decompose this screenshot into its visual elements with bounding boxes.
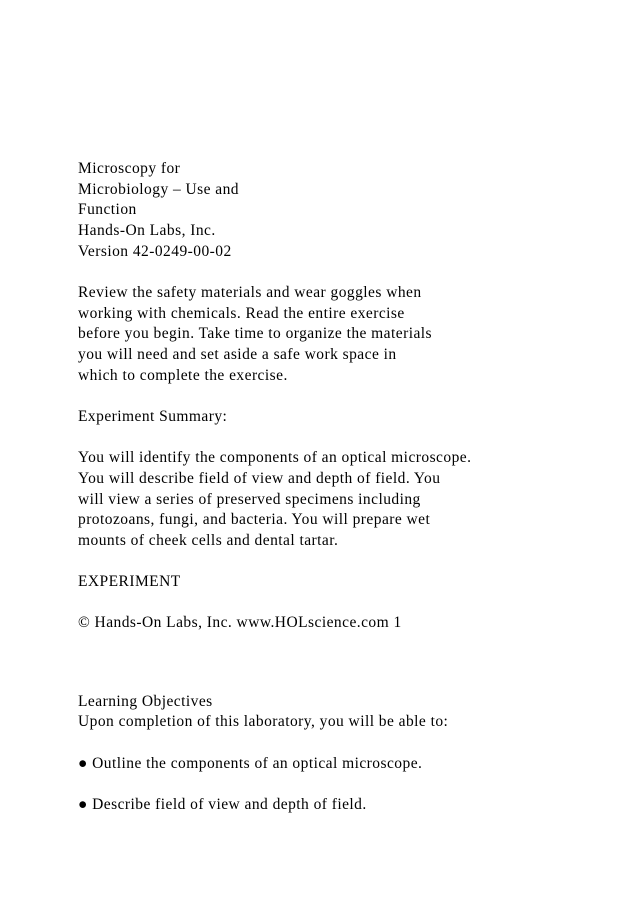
objective-item: ● Outline the components of an optical microscope. <box>78 755 423 772</box>
safety-line-1: Review the safety materials and wear goggles when <box>78 284 422 301</box>
summary-line-4: protozoans, fungi, and bacteria. You will prepare wet <box>78 511 431 528</box>
objectives-intro: Upon completion of this laboratory, you will be able to: <box>78 713 449 730</box>
safety-line-2: working with chemicals. Read the entire exercise <box>78 305 405 322</box>
title-line-3: Function <box>78 201 137 218</box>
version-number: Version 42-0249-00-02 <box>78 243 232 260</box>
summary-line-1: You will identify the components of an optical microscope. <box>78 449 472 466</box>
safety-line-3: before you begin. Take time to organize the materials <box>78 325 433 342</box>
summary-line-3: will view a series of preserved specimens including <box>78 491 421 508</box>
page-footer: © Hands-On Labs, Inc. www.HOLscience.com 1 <box>78 614 402 631</box>
summary-line-5: mounts of cheek cells and dental tartar. <box>78 532 339 549</box>
summary-line-2: You will describe field of view and depth of field. You <box>78 470 441 487</box>
title-line-2: Microbiology – Use and <box>78 181 240 198</box>
summary-heading: Experiment Summary: <box>78 408 228 425</box>
title-line-1: Microscopy for <box>78 160 181 177</box>
objectives-heading: Learning Objectives <box>78 693 213 710</box>
publisher-name: Hands-On Labs, Inc. <box>78 222 216 239</box>
section-label: EXPERIMENT <box>78 573 181 590</box>
safety-line-5: which to complete the exercise. <box>78 367 288 384</box>
objective-item: ● Describe field of view and depth of field. <box>78 796 367 813</box>
safety-line-4: you will need and set aside a safe work space in <box>78 346 397 363</box>
